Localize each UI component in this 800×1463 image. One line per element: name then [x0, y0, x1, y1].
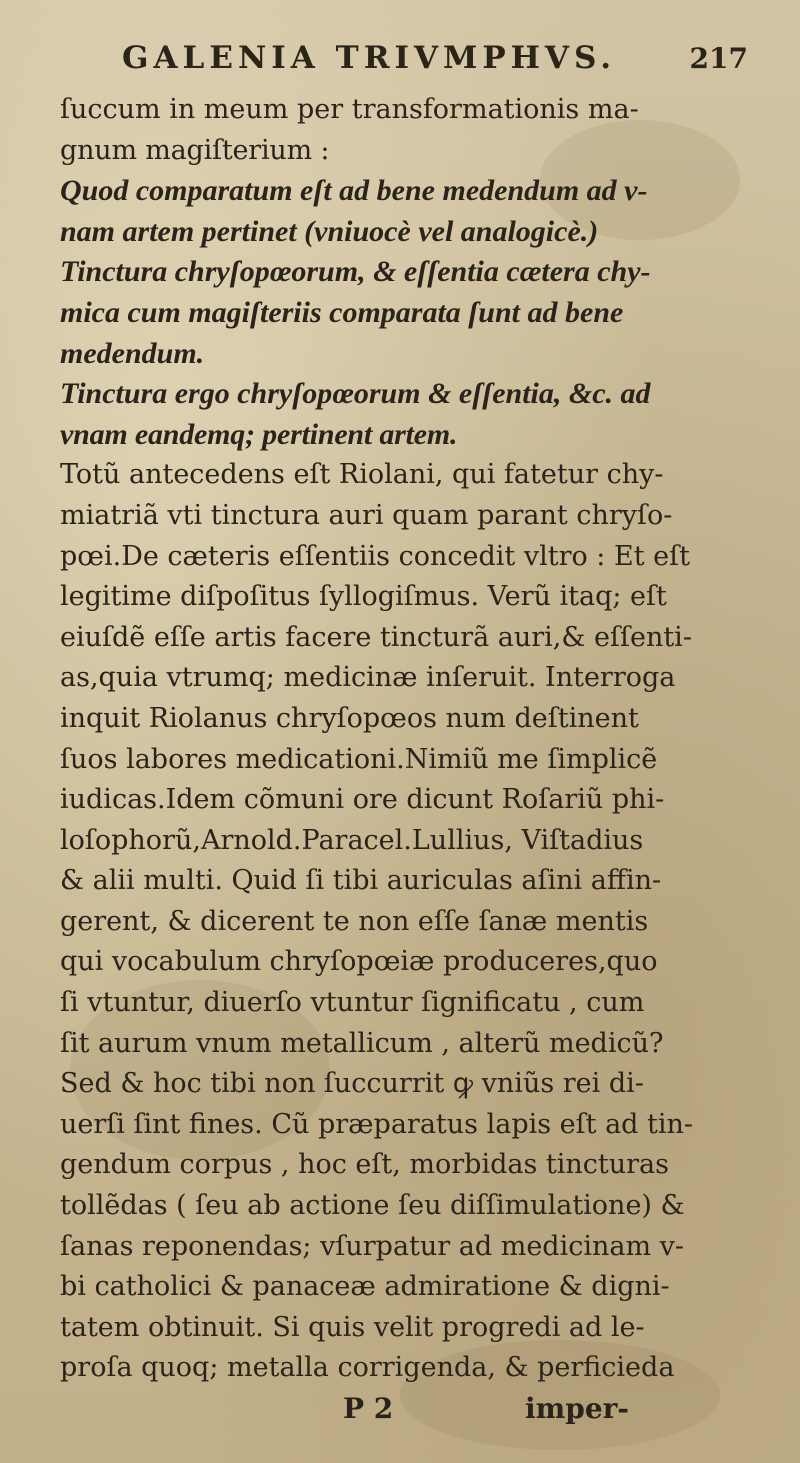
text-line: pœi.De cæteris eſſentiis concedit vltro : Et eſt	[60, 540, 690, 572]
text-line: legitime diſpoſitus ſyllogiſmus. Verũ itaq; eſt	[60, 581, 667, 613]
signature-mark: P 2	[343, 1392, 394, 1425]
text-line: vnam eandemq; pertinent artem.	[60, 417, 458, 451]
text-line: tollẽdas ( ſeu ab actione ſeu diſſimulatione) &	[60, 1190, 685, 1222]
text-line: & alii multi. Quid ſi tibi auriculas aſini affin-	[60, 865, 662, 897]
text-line: nam artem pertinet (vniuocè vel analogicè.)	[60, 214, 599, 248]
text-line: Tinctura ergo chryſopœorum & eſſentia, &c. ad	[60, 377, 651, 411]
text-line: inquit Riolanus chryſopœos num deſtinent	[60, 702, 639, 734]
text-line: ſuos labores medicationi.Nimiũ me ſimplicẽ	[60, 743, 658, 775]
catchword: imper-	[525, 1392, 630, 1425]
text-line: gendum corpus , hoc eſt, morbidas tincturas	[60, 1149, 670, 1181]
text-line: iudicas.Idem cõmuni ore dicunt Roſariũ phi-	[60, 784, 665, 816]
text-line: tatem obtinuit. Si quis velit progredi ad le-	[60, 1311, 645, 1343]
page-header	[60, 40, 760, 90]
text-line: Totũ antecedens eſt Riolani, qui fatetur chy-	[60, 459, 664, 491]
text-line: mica cum magiſteriis comparata ſunt ad bene	[60, 295, 624, 329]
text-line: as,quia vtrumq; medicinæ inſeruit. Interroga	[60, 662, 676, 694]
text-line: medendum.	[60, 336, 205, 370]
text-line: ſuccum in meum per transformationis ma-	[60, 94, 639, 125]
text-line: uerſi ſint fines. Cũ præparatus lapis eſt ad tin-	[60, 1108, 694, 1140]
text-line: Quod comparatum eſt ad bene medendum ad v-	[60, 174, 648, 208]
text-line: loſophorũ,Arnold.Paracel.Lullius, Viſtadius	[60, 824, 644, 856]
page-number: 217	[689, 42, 748, 75]
text-line: ſit aurum vnum metallicum , alterũ medicũ?	[60, 1027, 664, 1059]
text-line: ſanas reponendas; vſurpatur ad medicinam v-	[60, 1230, 685, 1262]
text-line: bi catholici & panaceæ admiratione & digni-	[60, 1271, 670, 1303]
text-line: miatriã vti tinctura auri quam parant chryſo-	[60, 499, 673, 531]
running-title: GALENIA TRIVMPHVS.	[122, 40, 617, 76]
text-line: gerent, & dicerent te non eſſe ſanæ mentis	[60, 905, 649, 937]
text-line: Tinctura chryſopœorum, & eſſentia cætera chy-	[60, 255, 651, 289]
page-footer	[60, 1389, 760, 1429]
text-block	[60, 40, 760, 1429]
body-text	[60, 90, 760, 1389]
text-line: ſi vtuntur, diuerſo vtuntur ſignificatu , cum	[60, 987, 645, 1019]
text-line: gnum magiſterium :	[60, 134, 330, 166]
text-line: Sed & hoc tibi non ſuccurrit ꝙ vniũs rei di-	[60, 1068, 644, 1100]
text-line: eiuſdẽ eſſe artis facere tincturã auri,& eſſenti-	[60, 621, 692, 653]
text-line: proſa quoq; metalla corrigenda, & perficieda	[60, 1352, 675, 1384]
text-line: qui vocabulum chryſopœiæ produceres,quo	[60, 946, 658, 978]
